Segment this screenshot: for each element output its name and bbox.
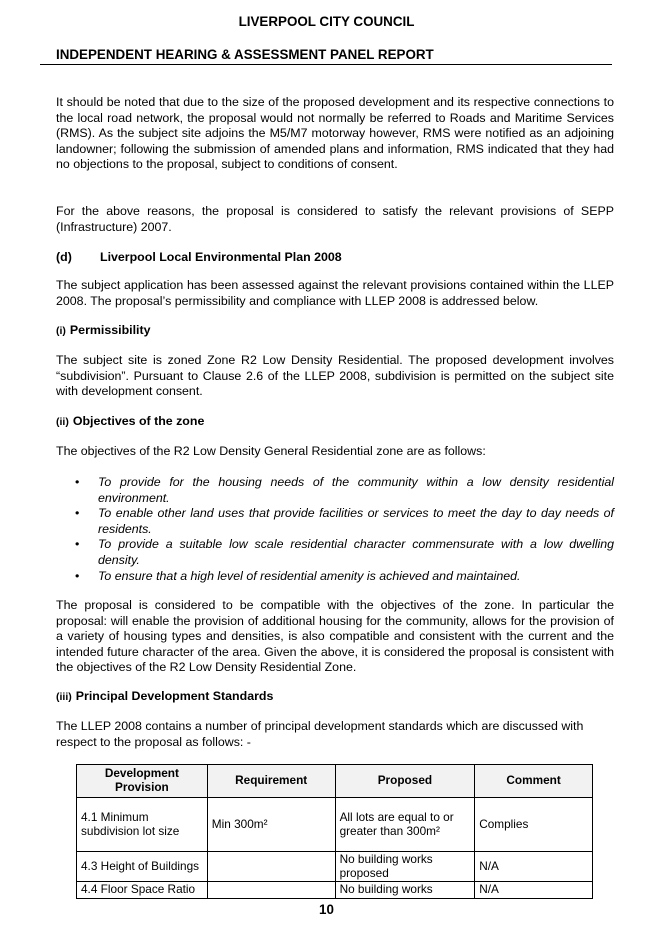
header-divider — [40, 64, 612, 65]
table-row — [77, 882, 593, 899]
permissibility-heading — [56, 323, 151, 337]
table-header-row — [77, 765, 593, 798]
rms-paragraph: It should be noted that due to the size of the proposed development and its respective connections to the local road network, the proposal would not normally be referred to Roads and Maritime Services (RMS). As the subject site adjoins the M5/M7 motorway however, RMS were notified as an adjoining landowner; following the submission of amended plans and information, RMS indicated that they had no objections to the proposal, subject to conditions of consent. — [56, 95, 614, 172]
permissibility-label: (i) — [56, 325, 66, 337]
section-d-label: (d) — [56, 250, 72, 264]
bullet-icon: • — [75, 537, 80, 552]
objectives-conclusion: The proposal is considered to be compatible with the objectives of the zone. In particular the proposal: will enable the provision of additional housing for the community, allows for the provision of a variety of housing types and densities, is also compatible and consistent with the current and the intended future character of the area. Given the above, it is considered the proposal is consistent with the objectives of the R2 Low Density Residential Zone. — [56, 598, 614, 675]
table-cell: No building works — [335, 882, 475, 899]
list-item — [56, 537, 614, 568]
development-standards-table — [76, 764, 593, 899]
list-item — [56, 569, 614, 585]
column-header: Requirement — [207, 765, 335, 798]
table-cell: No building works proposed — [335, 852, 475, 882]
permissibility-paragraph: The subject site is zoned Zone R2 Low Density Residential. The proposed development involves “subdivision”. Pursuant to Clause 2.6 of the LLEP 2008, subdivision is permitted on the subject site with development consent. — [56, 353, 614, 399]
llep-intro-paragraph: The subject application has been assessed against the relevant provisions contained within the LLEP 2008. The proposal’s permissibility and compliance with LLEP 2008 is addressed below. — [56, 278, 614, 308]
permissibility-title: Permissibility — [69, 323, 151, 337]
table-cell: 4.4 Floor Space Ratio — [77, 882, 208, 899]
council-name: LIVERPOOL CITY COUNCIL — [238, 14, 415, 29]
column-header: Comment — [475, 765, 593, 798]
standards-title: Principal Development Standards — [75, 689, 274, 703]
table-cell: Min 300m² — [207, 798, 335, 852]
table-cell — [207, 882, 335, 899]
table-cell: Complies — [475, 798, 593, 852]
table-cell — [207, 852, 335, 882]
page-number: 10 — [319, 902, 334, 917]
table-row — [77, 852, 593, 882]
objectives-title: Objectives of the zone — [72, 414, 205, 428]
table-cell: N/A — [475, 852, 593, 882]
table-cell: All lots are equal to or greater than 300m² — [335, 798, 475, 852]
column-header: Development Provision — [77, 765, 208, 798]
bullet-icon: • — [75, 568, 80, 583]
report-title: INDEPENDENT HEARING & ASSESSMENT PANEL REPORT — [56, 47, 434, 62]
objective-text: To ensure that a high level of residential amenity is achieved and maintained. — [98, 568, 521, 583]
list-item — [56, 475, 614, 506]
standards-intro: The LLEP 2008 contains a number of principal development standards which are discussed with respect to the proposal as follows: - — [56, 719, 584, 749]
objectives-intro: The objectives of the R2 Low Density General Residential zone are as follows: — [56, 444, 486, 458]
section-d-title: Liverpool Local Environmental Plan 2008 — [100, 250, 342, 264]
standards-heading — [56, 689, 273, 703]
objectives-list — [56, 475, 614, 584]
objectives-heading — [56, 414, 204, 428]
objective-text: To provide for the housing needs of the community within a low density residential environment. — [98, 475, 614, 505]
standards-label: (iii) — [56, 691, 72, 703]
column-header: Proposed — [335, 765, 475, 798]
bullet-icon: • — [75, 475, 80, 489]
objectives-label: (ii) — [56, 416, 69, 428]
table-cell: N/A — [475, 882, 593, 899]
list-item — [56, 506, 614, 537]
table-cell: 4.3 Height of Buildings — [77, 852, 208, 882]
objective-text: To provide a suitable low scale residential character commensurate with a low dwelling density. — [98, 537, 614, 567]
section-d-heading — [56, 250, 342, 264]
bullet-icon: • — [75, 506, 80, 521]
objective-text: To enable other land uses that provide facilities or services to meet the day to day needs of residents. — [98, 506, 614, 536]
table-cell: 4.1 Minimum subdivision lot size — [77, 798, 208, 852]
table-row — [77, 798, 593, 852]
sepp-paragraph: For the above reasons, the proposal is considered to satisfy the relevant provisions of SEPP (Infrastructure) 2007. — [56, 204, 614, 234]
